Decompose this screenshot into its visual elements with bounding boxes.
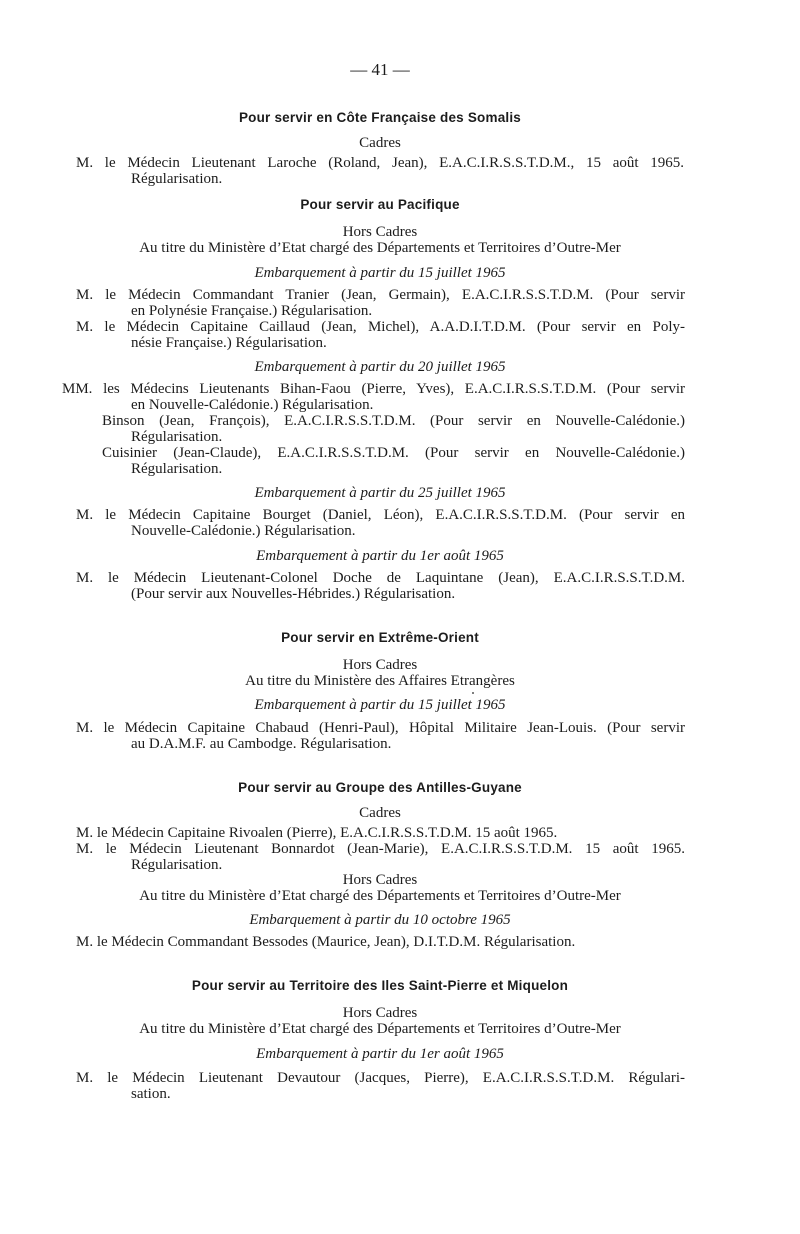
section-heading-saint-pierre-miquelon: Pour servir au Territoire des Iles Saint-Pierre et Miquelon (191, 978, 569, 993)
subheading-hors-cadres: Hors Cadres (342, 1005, 418, 1021)
subheading-hors-cadres: Hors Cadres (342, 872, 418, 888)
section-heading-extreme-orient: Pour servir en Extrême-Orient (281, 630, 479, 645)
page-number: — 41 — (350, 60, 410, 79)
embarkation-date: Embarquement à partir du 20 juillet 1965 (254, 359, 506, 375)
embarkation-date: Embarquement à partir du 15 juillet 1965 (254, 697, 506, 713)
subheading-hors-cadres: Hors Cadres (342, 224, 418, 240)
print-speck (472, 692, 474, 694)
authority-line: Au titre du Ministère d’Etat chargé des Départements et Territoires d’Outre-Mer (139, 888, 621, 904)
subheading-cadres: Cadres (359, 805, 401, 821)
subheading-hors-cadres: Hors Cadres (342, 657, 418, 673)
embarkation-date: Embarquement à partir du 25 juillet 1965 (254, 485, 506, 501)
document-page: — 41 — Pour servir en Côte Française des Somalis Cadres M. le Médecin Lieutenant Laroche (Roland, Jean), E.A.C.I.R.S.S.T.D.M., 15 août 1965. Régularisation. Pour servir au Pacifique Hors Cadres Au titre du Ministère d’Etat chargé des Départements et Territoires d’Outre-Mer Embarquement à partir du 15 juillet 1965 M. le Médecin Commandant Tranier (Jean, Germain), E.A.C.I.R.S.S.T.D.M. (Pour servir en Polynésie Française.) Régularisation. M. le Médecin Capitaine Caillaud (Jean, Michel), A.A.D.I.T.D.M. (Pour servir en Poly- nésie Française.) Régularisation. Embarquement à partir du 20 juillet 1965 MM. les Médecins Lieutenants Bihan-Faou (Pierre, Yves), E.A.C.I.R.S.S.T.D.M. (Pour servir en Nouvelle-Calédonie.) Régularisation. Binson (Jean, François), E.A.C.I.R.S.S.T.D.M. (Pour servir en Nouvelle-Calédonie.) Régularisation. Cuisinier (Jean-Claude), E.A.C.I.R.S.S.T.D.M. (Pour servir en Nouvelle-Calédonie.) Régularisation. Embarquement à partir du 25 juillet 1965 M. le Médecin Capitaine Bourget (Daniel, Léon), E.A.C.I.R.S.S.T.D.M. (Pour servir en Nouvelle-Calédonie.) Régularisation. Embarquement à partir du 1er août 1965 M. le Médecin Lieutenant-Colonel Doche de Laquintane (Jean), E.A.C.I.R.S.S.T.D.M. (Pour servir aux Nouvelles-Hébrides.) Régularisation. Pour servir en Extrême-Orient Hors Cadres Au titre du Ministère des Affaires Etrangères Embarquement à partir du 15 juillet 1965 M. le Médecin Capitaine Chabaud (Henri-Paul), Hôpital Militaire Jean-Louis. (Pour servir au D.A.M.F. au Cambodge. Régularisation. Pour servir au Groupe des Antilles-Guyane Cadres M. le Médecin Capitaine Rivoalen (Pierre), E.A.C.I.R.S.S.T.D.M. 15 août 1965. M. le Médecin Lieutenant Bonnardot (Jean-Marie), E.A.C.I.R.S.S.T.D.M. 15 août 1965. Régularisation. Hors Cadres Au titre du Ministère d’Etat chargé des Départements et Territoires d’Outre-Mer Embarquement à partir du 10 octobre 1965 M. le Médecin Commandant Bessodes (Maurice, Jean), D.I.T.D.M. Régularisation. Pour servir au Territoire des Iles Saint-Pierre et Miquelon Hors Cadres Au titre du Ministère d’Etat chargé des Départements et Territoires d’Outre-Mer Embarquement à partir du 1er août 1965 M. le Médecin Lieutenant Devautour (Jacques, Pierre), E.A.C.I.R.S.S.T.D.M. Régulari- sation. (0, 0, 800, 1234)
embarkation-date: Embarquement à partir du 10 octobre 1965 (249, 912, 511, 928)
embarkation-date: Embarquement à partir du 15 juillet 1965 (254, 265, 506, 281)
embarkation-date: Embarquement à partir du 1er août 1965 (256, 548, 504, 564)
section-heading-pacifique: Pour servir au Pacifique (300, 197, 460, 212)
section-heading-antilles-guyane: Pour servir au Groupe des Antilles-Guyane (238, 780, 522, 795)
section-heading-somalis: Pour servir en Côte Française des Somalis (238, 110, 522, 125)
authority-line: Au titre du Ministère d’Etat chargé des Départements et Territoires d’Outre-Mer (139, 240, 621, 256)
authority-line: Au titre du Ministère d’Etat chargé des Départements et Territoires d’Outre-Mer (139, 1021, 621, 1037)
subheading-cadres: Cadres (359, 135, 401, 151)
embarkation-date: Embarquement à partir du 1er août 1965 (256, 1046, 504, 1062)
authority-line: Au titre du Ministère des Affaires Etrangères (245, 673, 515, 689)
